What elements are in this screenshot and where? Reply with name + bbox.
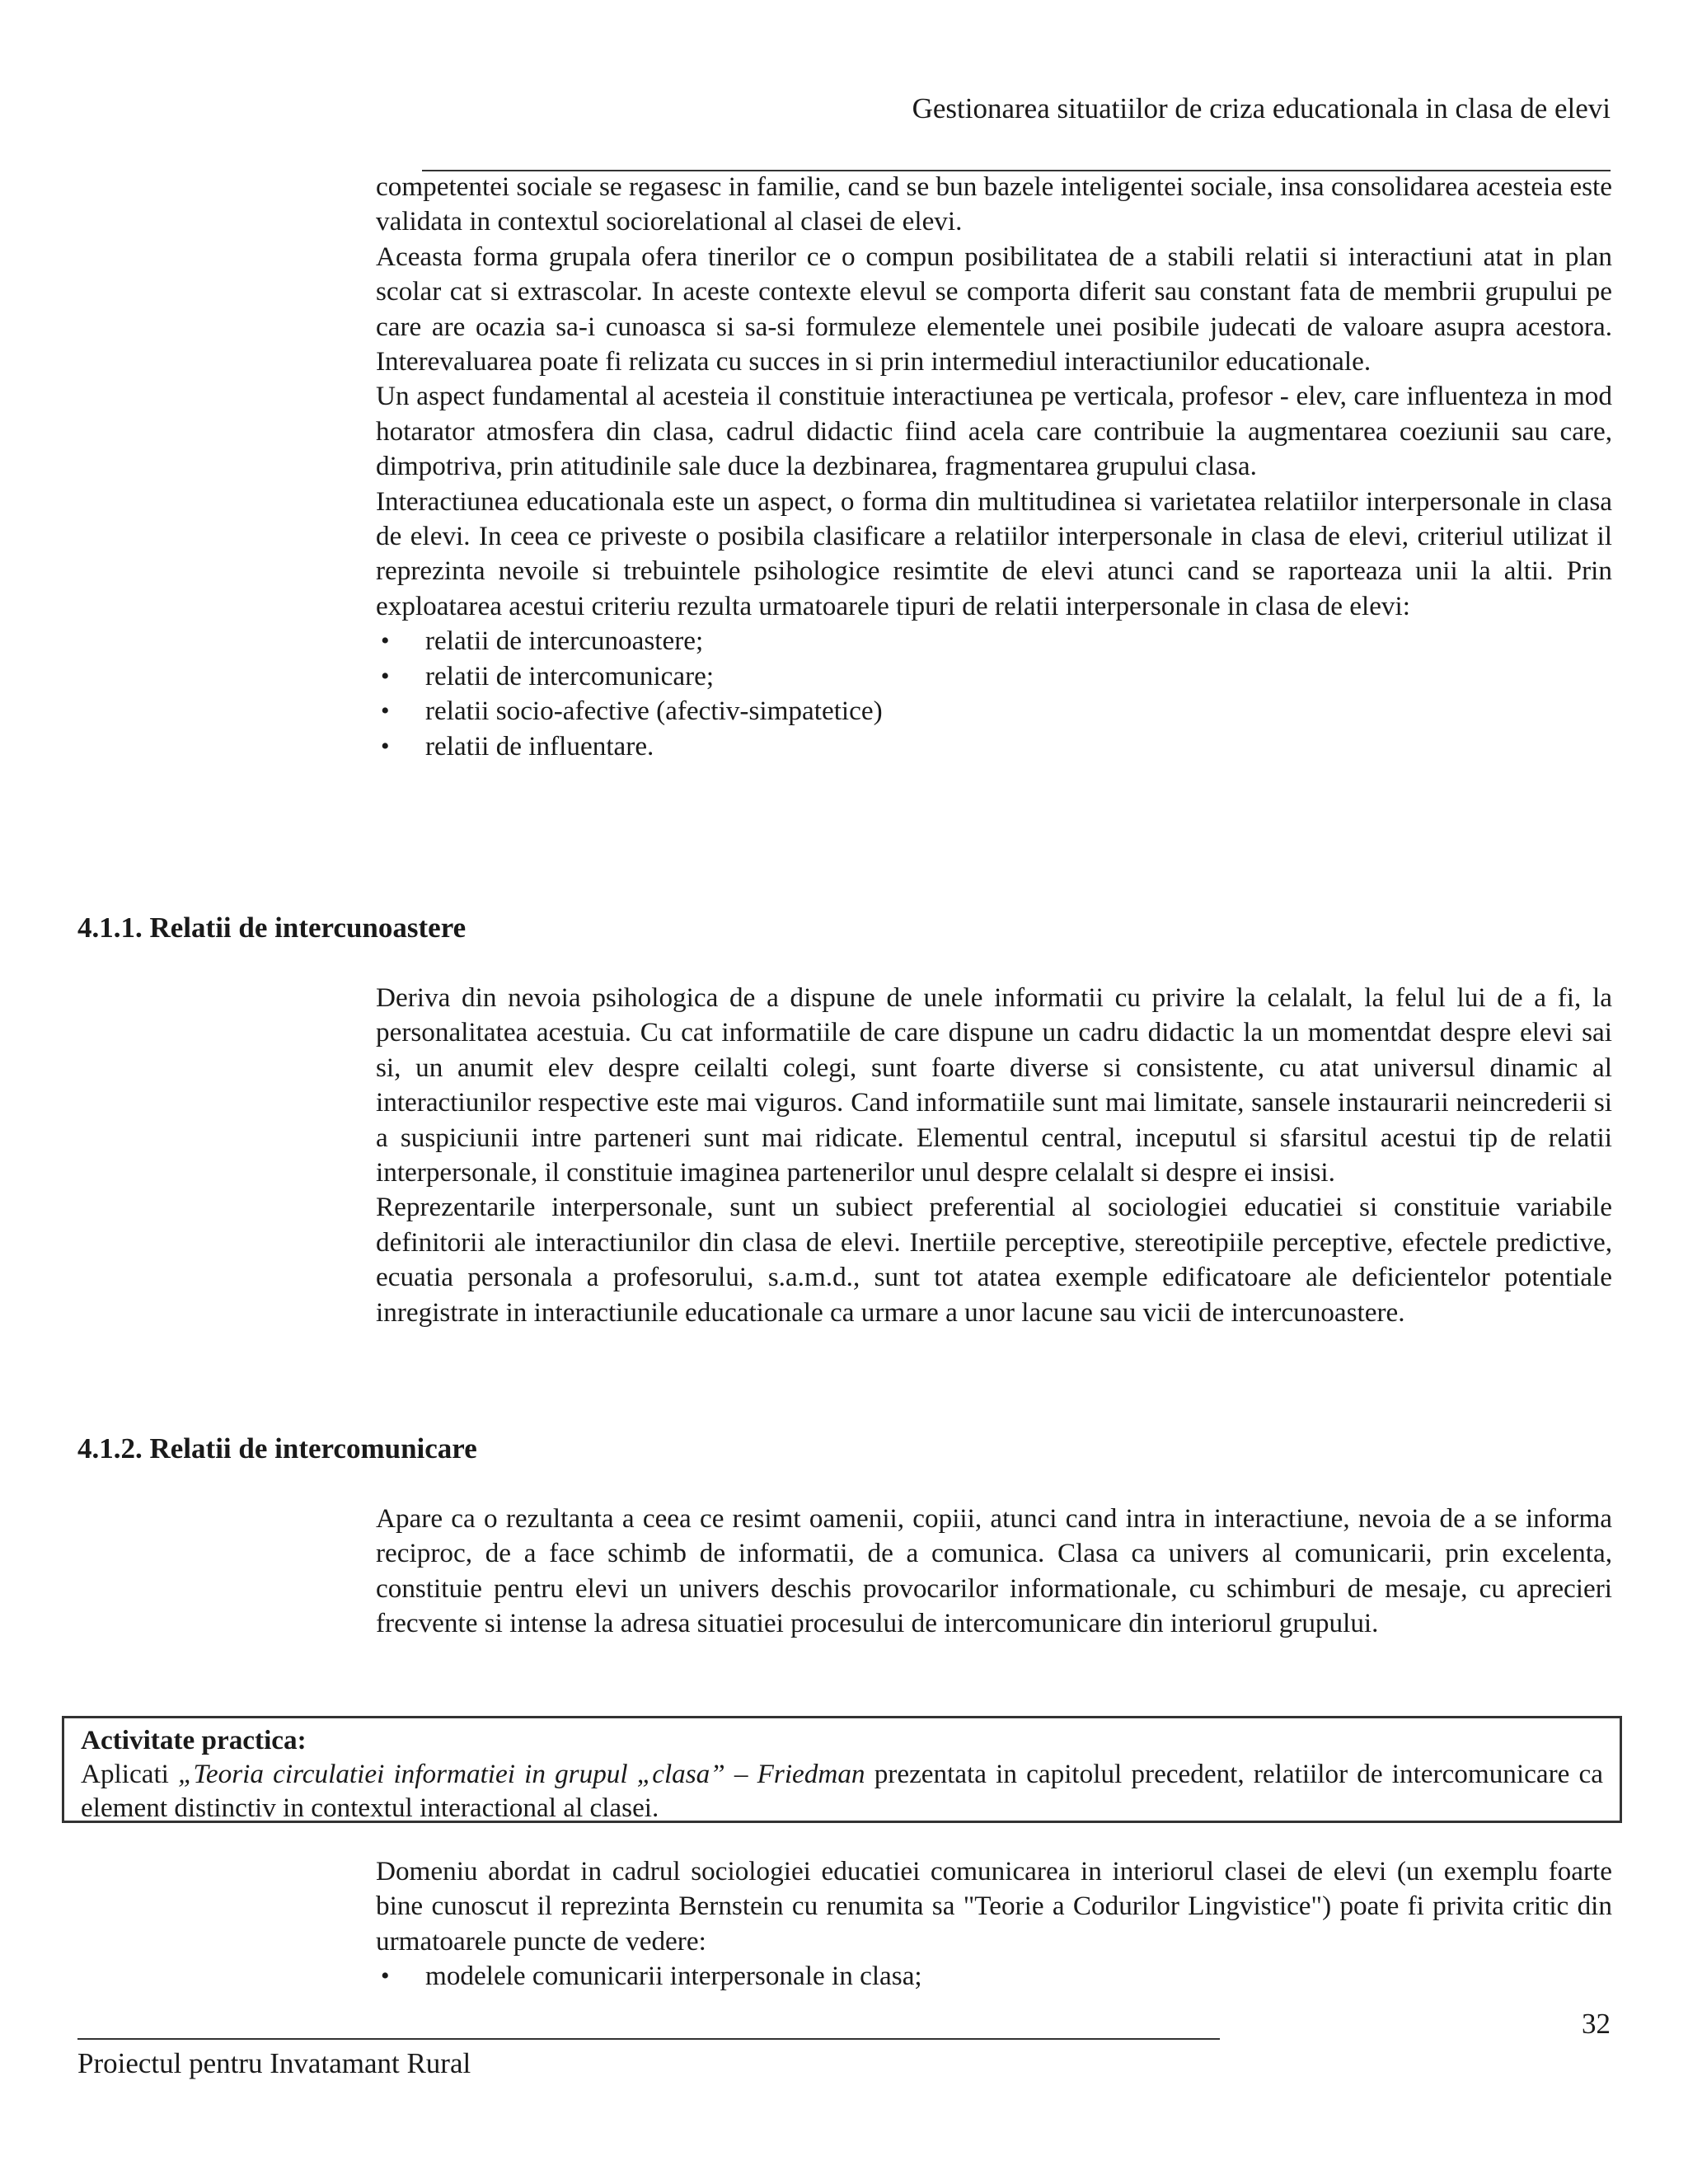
list-item: • relatii de influentare.: [376, 729, 1612, 764]
bullet-icon: •: [381, 732, 390, 760]
footer-rule: [77, 2038, 1220, 2040]
section-411-paragraph-1: Deriva din nevoia psihologica de a dispune de unele informatii cu privire la celalalt, la felul lui de a fi, la personalitatea acestuia. Cu cat informatiile de care dispune un cadru didactic la un momentdat despre elevi sai si, un anumit elev despre ceilalti colegi, sunt foarte diverse si consistente, cu atat universul dinamic al interactiunilor respective este mai viguros. Cand informatiile sunt mai limitate, sansele instaurarii neincrederii si a suspiciunii intre parteneri sunt mai ridicate. Elementul central, inceputul si sfarsitul acestui tip de relatii interpersonale, il constituie imaginea partenerilor unul despre celalalt si despre ei insisi.: [376, 982, 1612, 1188]
list-item: • modelele comunicarii interpersonale in clasa;: [376, 1959, 1612, 1994]
page-number: 32: [1582, 2008, 1611, 2040]
section-411-body: [376, 981, 1612, 1330]
intro-block: [376, 170, 1612, 764]
bullet-icon: •: [381, 1962, 390, 1990]
running-header: Gestionarea situatiilor de criza educationala in clasa de elevi: [912, 92, 1611, 124]
activity-title: Activitate practica:: [81, 1725, 307, 1755]
running-footer: Proiectul pentru Invatamant Rural: [77, 2047, 471, 2079]
section-heading-412: 4.1.2. Relatii de intercomunicare: [77, 1432, 477, 1465]
list-item: • relatii socio-afective (afectiv-simpatetice): [376, 694, 1612, 729]
section-412-body: [376, 1502, 1612, 1642]
intro-paragraph-1: competentei sociale se regasesc in familie, cand se bun bazele inteligentei sociale, insa consolidarea acesteia este validata in contextul sociorelational al clasei de elevi.: [376, 171, 1612, 237]
viewpoints-list: [376, 1959, 1612, 1994]
list-item: • relatii de intercomunicare;: [376, 659, 1612, 694]
closing-paragraph-1: Domeniu abordat in cadrul sociologiei educatiei comunicarea in interiorul clasei de elevi (un exemplu foarte bine cunoscut il reprezinta Bernstein cu renumita sa "Teorie a Codurilor Lingvistice") poate fi privita critic din urmatoarele puncte de vedere:: [376, 1856, 1612, 1957]
bullet-icon: •: [381, 627, 390, 655]
activity-text: Aplicati „Teoria circulatiei informatiei in grupul „clasa” – Friedman prezentata in capitolul precedent, relatiilor de intercomunicare ca element distinctiv in contextul interactional al clasei.: [81, 1759, 1603, 1823]
list-item: • relatii de intercunoastere;: [376, 624, 1612, 658]
section-411-paragraph-2: Reprezentarile interpersonale, sunt un subiect preferential al sociologiei educatiei si constituie variabile definitorii ale interactiunilor din clasa de elevi. Inertiile perceptive, stereotipiile perceptive, efectele predictive, ecuatia personala a profesorului, s.a.m.d., sunt tot atatea exemple edificatoare ale deficientelor potentiale inregistrate in interactiunile educationale ca urmare a unor lacune sau vicii de intercunoastere.: [376, 1192, 1612, 1328]
relation-types-list: [376, 624, 1612, 764]
closing-block: [376, 1854, 1612, 1994]
intro-paragraph-4: Interactiunea educationala este un aspect, o forma din multitudinea si varietatea relatiilor interpersonale in clasa de elevi. In ceea ce priveste o posibila clasificare a relatiilor interpersonale in clasa de elevi, criteriul utilizat il reprezinta nevoile si trebuintele psihologice resimtite de elevi atunci cand se raporteaza unii la altii. Prin exploatarea acestui criteriu rezulta urmatoarele tipuri de relatii interpersonale in clasa de elevi:: [376, 485, 1612, 621]
intro-paragraph-2: Aceasta forma grupala ofera tinerilor ce o compun posibilitatea de a stabili relatii si interactiuni atat in plan scolar cat si extrascolar. In aceste contexte elevul se comporta diferit sau constant fata de membrii grupului pe care are ocazia sa-i cunoasca si sa-si formuleze elementele unei posibile judecati de valoare asupra acestora. Interevaluarea poate fi relizata cu succes in si prin intermediul interactiunilor educationale.: [376, 241, 1612, 377]
intro-paragraph-3: Un aspect fundamental al acesteia il constituie interactiunea pe verticala, profesor - elev, care influenteza in mod hotarator atmosfera din clasa, cadrul didactic fiind acela care contribuie la augmentarea coeziunii sau care, dimpotriva, prin atitudinile sale duce la dezbinarea, fragmentarea grupului clasa.: [376, 381, 1612, 482]
section-412-paragraph-1: Apare ca o rezultanta a ceea ce resimt oamenii, copiii, atunci cand intra in interactiune, nevoia de a se informa reciproc, de a face schimb de informatii, de a comunica. Clasa ca univers al comunicarii, prin excelenta, constituie pentru elevi un univers deschis provocarilor informationale, cu schimburi de mesaje, cu aprecieri frecvente si intense la adresa situatiei procesului de intercomunicare din interiorul grupului.: [376, 1503, 1612, 1639]
section-heading-411: 4.1.1. Relatii de intercunoastere: [77, 912, 467, 944]
activity-theory-reference: „Teoria circulatiei informatiei in grupul „clasa” – Friedman: [178, 1759, 865, 1789]
bullet-icon: •: [381, 662, 390, 690]
practical-activity-box: [62, 1716, 1622, 1823]
bullet-icon: •: [381, 697, 390, 725]
